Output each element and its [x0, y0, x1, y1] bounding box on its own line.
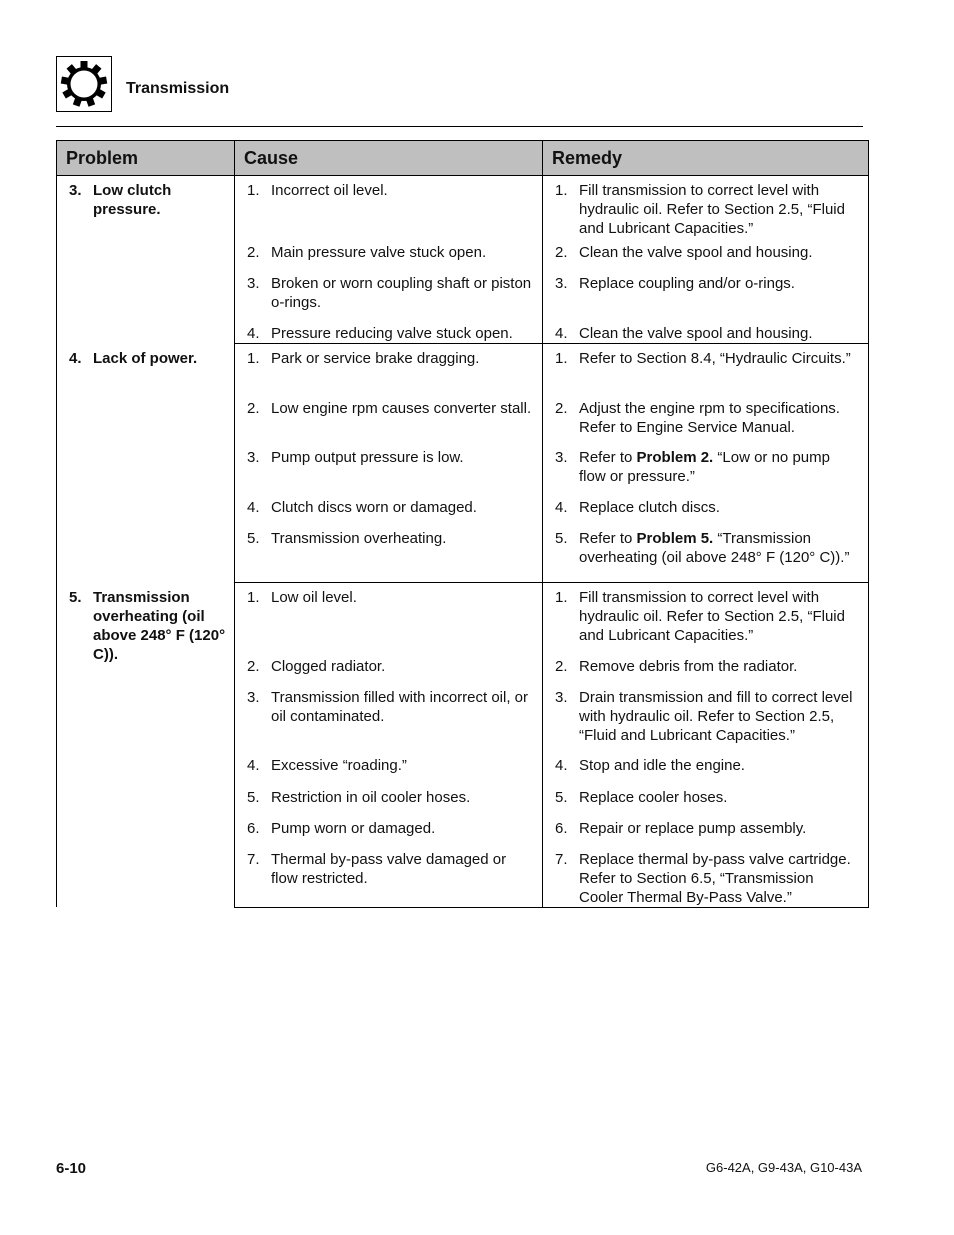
remedy-cell — [543, 783, 869, 814]
cause-text: Low engine rpm causes converter stall. — [271, 399, 532, 417]
remedy-number: 1. — [555, 182, 568, 199]
remedy-text: Replace clutch discs. — [579, 498, 720, 516]
cause-cell — [235, 269, 543, 319]
remedy-text: Stop and idle the engine. — [579, 756, 745, 774]
cause-text: Pressure reducing valve stuck open. — [271, 325, 513, 342]
troubleshooting-table — [56, 140, 869, 908]
column-header-problem: Problem — [57, 141, 235, 176]
remedy-cell — [543, 176, 869, 239]
cause-number: 5. — [247, 529, 260, 547]
cause-text: Clogged radiator. — [271, 657, 386, 675]
cause-number: 4. — [247, 756, 260, 774]
cause-cell — [235, 176, 543, 239]
cause-cell — [235, 845, 543, 908]
cause-cell — [235, 652, 543, 683]
cause-text: Transmission filled with incorrect oil, or oil contaminated. — [271, 688, 529, 725]
remedy-cell — [543, 493, 869, 524]
remedy-text: Replace thermal by-pass valve cartridge. Refer to Section 6.5, “Transmission Cooler Thermal By-Pass Valve.” — [579, 850, 851, 906]
page-number: 6-10 — [56, 1160, 87, 1177]
cause-cell — [235, 344, 543, 394]
remedy-problem-reference: Problem 2. — [636, 448, 714, 466]
remedy-number: 2. — [555, 399, 568, 417]
problem-cell — [57, 583, 235, 908]
cause-text: Restriction in oil cooler hoses. — [271, 788, 471, 806]
remedy-number: 3. — [555, 275, 568, 292]
remedy-text: Drain transmission and fill to correct level with hydraulic oil. Refer to Section 2.5, “Fluid and Lubricant Capacities.” — [579, 688, 853, 744]
cause-cell — [235, 443, 543, 493]
remedy-text: Refer to Section 8.4, “Hydraulic Circuits.” — [579, 350, 851, 367]
remedy-number: 3. — [555, 688, 568, 706]
remedy-text-suffix: “Low or no pump flow or pressure.” — [579, 448, 830, 485]
cause-text: Incorrect oil level. — [271, 182, 388, 199]
problem-number: 5. — [69, 588, 82, 606]
remedy-cell — [543, 751, 869, 783]
cause-number: 3. — [247, 688, 260, 706]
cause-number: 6. — [247, 819, 260, 837]
cause-text: Pump output pressure is low. — [271, 448, 464, 466]
remedy-number: 5. — [555, 529, 568, 547]
cause-cell — [235, 238, 543, 269]
cause-cell — [235, 524, 543, 583]
column-header-cause: Cause — [235, 141, 543, 176]
cause-text: Main pressure valve stuck open. — [271, 244, 487, 261]
remedy-cell — [543, 344, 869, 394]
cause-number: 7. — [247, 850, 260, 868]
remedy-number: 4. — [555, 325, 568, 342]
remedy-text: Clean the valve spool and housing. — [579, 325, 813, 342]
problem-cell — [57, 344, 235, 583]
table-row — [57, 344, 869, 394]
remedy-text: Fill transmission to correct level with hydraulic oil. Refer to Section 2.5, “Fluid and Lubricant Capacities.” — [579, 589, 845, 644]
cause-cell — [235, 683, 543, 751]
cause-text: Clutch discs worn or damaged. — [271, 498, 477, 516]
remedy-cell — [543, 652, 869, 683]
cause-text: Transmission overheating. — [271, 529, 447, 547]
remedy-cell — [543, 269, 869, 319]
cause-number: 2. — [247, 244, 260, 261]
cause-text: Excessive “roading.” — [271, 756, 407, 774]
remedy-number: 4. — [555, 498, 568, 516]
remedy-cell — [543, 319, 869, 344]
problem-cell — [57, 176, 235, 344]
cause-number: 1. — [247, 182, 260, 199]
remedy-number: 6. — [555, 819, 568, 837]
remedy-cell — [543, 238, 869, 269]
remedy-number: 5. — [555, 788, 568, 806]
column-header-remedy: Remedy — [543, 141, 869, 176]
cause-cell — [235, 814, 543, 845]
remedy-text — [579, 448, 860, 486]
section-title: Transmission — [126, 80, 230, 97]
remedy-text: Remove debris from the radiator. — [579, 657, 798, 675]
table-row — [57, 583, 869, 652]
cause-number: 3. — [247, 275, 260, 292]
cause-text: Pump worn or damaged. — [271, 819, 436, 837]
remedy-cell — [543, 394, 869, 443]
cause-number: 1. — [247, 350, 260, 367]
table-row — [57, 176, 869, 239]
remedy-text: Replace cooler hoses. — [579, 788, 728, 806]
problem-text: Transmission overheating (oil above 248° F (120° C)). — [93, 588, 226, 663]
remedy-cell — [543, 845, 869, 908]
problem-text: Lack of power. — [93, 349, 198, 367]
cause-number: 4. — [247, 325, 260, 342]
cause-number: 2. — [247, 657, 260, 675]
cause-number: 3. — [247, 448, 260, 466]
remedy-text: Fill transmission to correct level with hydraulic oil. Refer to Section 2.5, “Fluid and Lubricant Capacities.” — [579, 182, 845, 237]
cause-text: Thermal by-pass valve damaged or flow restricted. — [271, 850, 507, 887]
header-divider — [56, 126, 863, 127]
remedy-text: Adjust the engine rpm to specifications. Refer to Engine Service Manual. — [579, 399, 840, 436]
remedy-text-suffix: “Transmission overheating (oil above 248° F (120° C)).” — [579, 529, 850, 566]
remedy-text-prefix: Refer to — [579, 529, 637, 547]
cause-number: 1. — [247, 589, 260, 606]
table-header-row — [57, 141, 869, 176]
remedy-cell — [543, 814, 869, 845]
remedy-text: Replace coupling and/or o-rings. — [579, 275, 795, 292]
remedy-cell — [543, 524, 869, 583]
cause-text: Park or service brake dragging. — [271, 350, 480, 367]
remedy-number: 4. — [555, 756, 568, 774]
remedy-cell — [543, 443, 869, 493]
remedy-cell — [543, 683, 869, 751]
remedy-problem-reference: Problem 5. — [636, 529, 714, 547]
remedy-number: 2. — [555, 244, 568, 261]
cause-number: 2. — [247, 399, 260, 417]
cause-cell — [235, 583, 543, 652]
cause-number: 4. — [247, 498, 260, 516]
cause-cell — [235, 394, 543, 443]
problem-number: 3. — [69, 182, 82, 199]
model-list: G6-42A, G9-43A, G10-43A — [705, 1160, 862, 1175]
remedy-text: Repair or replace pump assembly. — [579, 819, 807, 837]
cause-cell — [235, 319, 543, 344]
cause-text: Broken or worn coupling shaft or piston o-rings. — [271, 275, 532, 311]
problem-text: Low clutch pressure. — [93, 182, 172, 218]
remedy-cell — [543, 583, 869, 652]
remedy-number: 1. — [555, 350, 568, 367]
cause-cell — [235, 783, 543, 814]
remedy-text: Clean the valve spool and housing. — [579, 244, 813, 261]
remedy-number: 1. — [555, 589, 568, 606]
cause-cell — [235, 751, 543, 783]
remedy-number: 7. — [555, 850, 568, 868]
cause-number: 5. — [247, 788, 260, 806]
gear-icon — [56, 56, 112, 112]
cause-cell — [235, 493, 543, 524]
remedy-text — [579, 529, 860, 567]
cause-text: Low oil level. — [271, 589, 357, 606]
remedy-number: 3. — [555, 448, 568, 466]
problem-number: 4. — [69, 349, 82, 367]
remedy-number: 2. — [555, 657, 568, 675]
remedy-text-prefix: Refer to — [579, 448, 637, 466]
